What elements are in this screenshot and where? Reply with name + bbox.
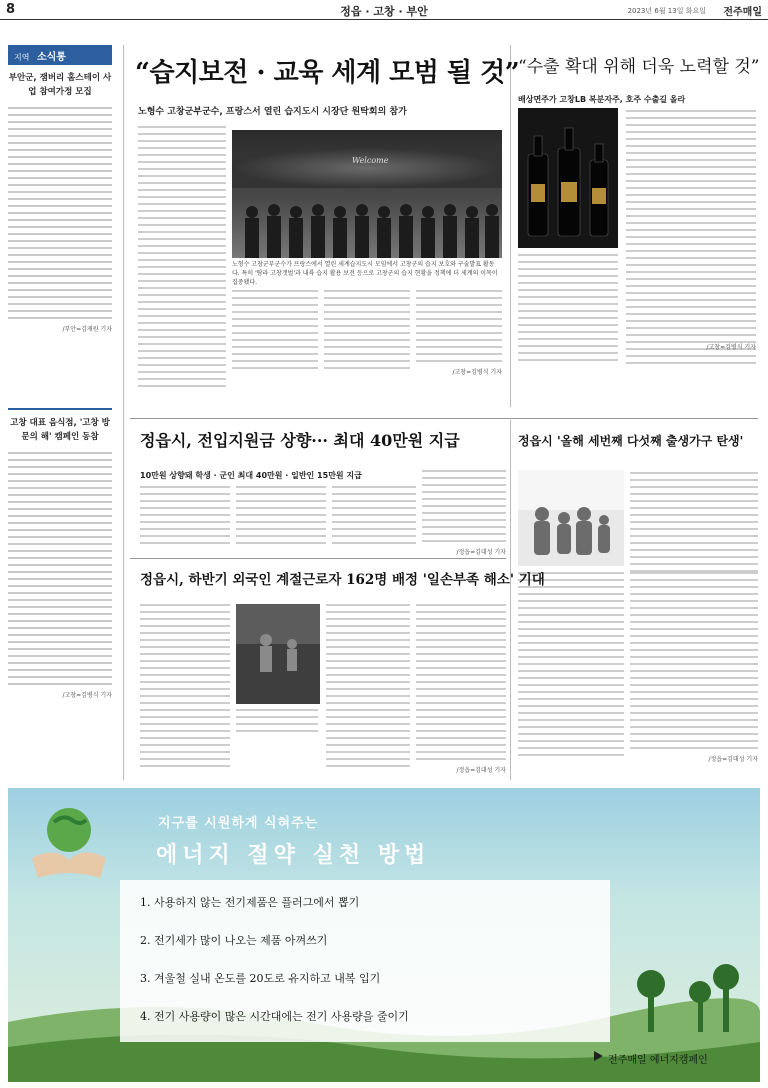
bottom-body-col3	[326, 604, 410, 772]
ad-title: 에너지 절약 실천 방법	[156, 843, 431, 868]
right-byline: /고창=김병식 기자	[706, 344, 756, 351]
farm-photo	[236, 604, 320, 704]
lead-headline: “습지보전 · 교육 세계 모범 될 것”	[135, 58, 520, 88]
lead-body-col4	[416, 290, 502, 376]
sidebar-byline: /부안=김재원 기자	[62, 326, 112, 333]
bottom-headline: 정읍시, 하반기 외국인 계절근로자 162명 배정 '일손부족 해소' 기대	[140, 572, 545, 588]
column-divider	[123, 45, 124, 780]
tip-item: 2. 전기세가 많이 나오는 제품 아껴쓰기	[140, 934, 328, 947]
section-title: 정읍 · 고창 · 부안	[340, 5, 428, 18]
issue-date: 2023년 6월 13일 화요일	[627, 7, 706, 15]
mid-right-byline: /정읍=김대성 기자	[708, 756, 758, 763]
sidebar-article-title: 고창 대표 음식점, '고창 방문의 해' 캠페인 동참	[8, 408, 112, 444]
tip-item: 3. 겨울철 실내 온도를 20도로 유지하고 내복 입기	[140, 972, 381, 985]
section-rule	[130, 418, 758, 419]
lead-body-col1	[138, 126, 226, 392]
lead-body-col2	[232, 290, 318, 374]
sidebar-header	[8, 45, 112, 65]
sidebar-news-1	[8, 45, 112, 340]
tip-item: 4. 전기 사용량이 많은 시간대에는 전기 사용량을 줄이기	[140, 1010, 409, 1023]
bottom-photo	[236, 604, 320, 704]
sidebar-prefix: 지역	[14, 53, 30, 62]
bottom-body-col4	[416, 604, 506, 774]
mid-subhead: 10만원 상향돼 학생 · 군인 최대 40만원 · 일반인 15만원 지급	[140, 471, 362, 480]
mid-right-headline: 정읍시 '올해 세번째 다섯째 출생가구 탄생'	[518, 434, 744, 448]
energy-tips-list	[120, 880, 610, 1042]
campaign-name: 전주매일 에너지캠페인	[608, 1055, 708, 1066]
bottles-illustration	[518, 108, 618, 248]
newspaper-brand: 전주매일	[723, 7, 762, 18]
mid-right-body-col1	[630, 472, 758, 577]
mid-headline: 정읍시, 전입지원금 상향··· 최대 40만원 지급	[140, 431, 460, 450]
column-divider	[510, 45, 511, 407]
family-photo	[518, 470, 624, 566]
sidebar-article-body	[8, 452, 112, 685]
sidebar-news-2	[8, 408, 112, 699]
ad-tagline: 지구를 시원하게 식혀주는	[158, 816, 319, 831]
energy-campaign-ad	[8, 788, 760, 1082]
column-divider	[510, 420, 511, 780]
lead-photo: Welcome	[232, 130, 502, 258]
mid-right-body-col2	[518, 572, 624, 761]
sidebar-label: 소식통	[36, 52, 66, 63]
sidebar-byline: /고창=김병식 기자	[62, 692, 112, 699]
product-photo	[518, 108, 618, 248]
hands-globe-icon	[24, 798, 114, 888]
mid-right-body-col3	[630, 572, 758, 763]
lead-photo-caption: 노형수 고창군부군수가 프랑스에서 열린 세계습지도시 모임에서 고창군의 습지 보호와 구술발표 활동다. 특히 '탐라 고창갯벌'과 내륙 습지 활용 보전 등으로 고창군의 습지 현황을 정책에 더 세계의 이목이 집중됐다.	[232, 261, 498, 286]
bottom-byline: /정읍=김대성 기자	[456, 767, 506, 774]
sidebar-article-body	[8, 107, 112, 319]
mid-body-col2	[236, 486, 326, 549]
right-body-col2	[518, 254, 618, 366]
tip-item: 1. 사용하지 않는 전기제품은 플러그에서 뽑기	[140, 896, 360, 909]
section-rule	[130, 558, 506, 559]
lead-body-col3	[324, 290, 410, 374]
right-body-col1	[626, 110, 756, 369]
group-photo-people	[232, 198, 502, 258]
page-header	[0, 0, 768, 20]
sidebar-article-title: 부안군, 잼버리 홈스테이 사업 참여가정 모집	[8, 73, 112, 97]
mid-right-photo	[518, 470, 624, 566]
right-headline: “수출 확대 위해 더욱 노력할 것”	[518, 57, 760, 77]
lead-byline: /고창=김병식 기자	[452, 369, 502, 376]
bottom-body-col1	[140, 604, 230, 772]
play-icon	[592, 1050, 604, 1062]
mid-body-col1	[140, 486, 230, 549]
mid-body-col3	[332, 486, 416, 549]
right-subhead: 배상면주가 고창LB 복분자주, 호주 수출길 올라	[518, 95, 686, 104]
lead-subhead: 노형수 고창군부군수, 프랑스서 열린 습지도시 시장단 원탁회의 참가	[138, 107, 407, 117]
mid-body-col4	[422, 470, 506, 556]
page-number: 8	[6, 2, 16, 17]
right-byline-wrap	[626, 340, 756, 351]
mid-byline: /정읍=김대성 기자	[456, 549, 506, 556]
